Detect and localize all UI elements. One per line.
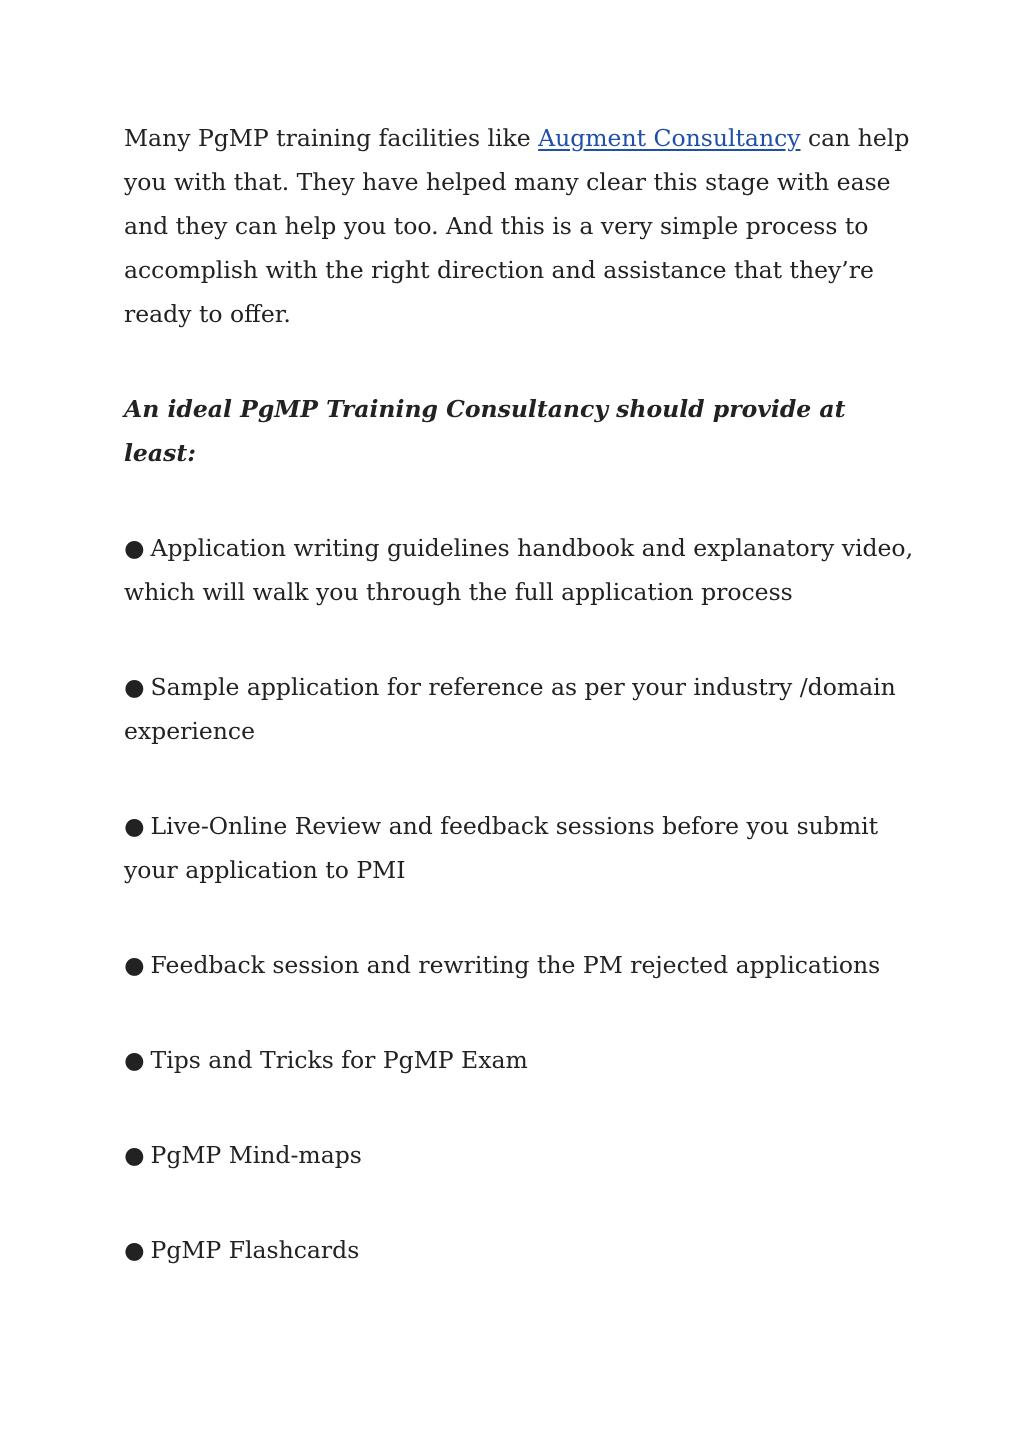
list-item <box>124 1038 914 1082</box>
bullet-icon: ● <box>124 1046 145 1074</box>
section-heading: An ideal PgMP Training Consultancy should provide at least: <box>124 395 846 467</box>
augment-consultancy-link[interactable]: Augment Consultancy <box>538 124 801 152</box>
bullet-icon: ● <box>124 812 145 840</box>
list-item <box>124 1228 914 1272</box>
list-item <box>124 526 914 614</box>
bullet-icon: ● <box>124 534 145 562</box>
list-item-text: Tips and Tricks for PgMP Exam <box>150 1046 528 1074</box>
list-item <box>124 804 914 892</box>
bullet-icon: ● <box>124 951 145 979</box>
intro-text-after-link: can help you with that. They have helped many clear this stage with ease and they can help you too. And this is a very simple process to accomplish with the right direction and assistance that they’re ready to offer. <box>124 124 910 328</box>
bullet-icon: ● <box>124 673 145 701</box>
list-item-text: Sample application for reference as per your industry /domain experience <box>124 673 896 745</box>
list-item <box>124 665 914 753</box>
intro-paragraph <box>124 116 914 336</box>
document-page <box>124 116 914 1323</box>
list-item-text: PgMP Mind-maps <box>150 1141 362 1169</box>
intro-text-before-link: Many PgMP training facilities like <box>124 124 539 152</box>
bullet-icon: ● <box>124 1141 145 1169</box>
list-item-text: Feedback session and rewriting the PM rejected applications <box>150 951 881 979</box>
list-item-text: Application writing guidelines handbook and explanatory video, which will walk you through the full application process <box>124 534 914 606</box>
bullet-icon: ● <box>124 1236 145 1264</box>
list-item <box>124 943 914 987</box>
list-item-text: PgMP Flashcards <box>150 1236 360 1264</box>
list-item-text: Live-Online Review and feedback sessions before you submit your application to PMI <box>124 812 879 884</box>
list-item <box>124 1133 914 1177</box>
